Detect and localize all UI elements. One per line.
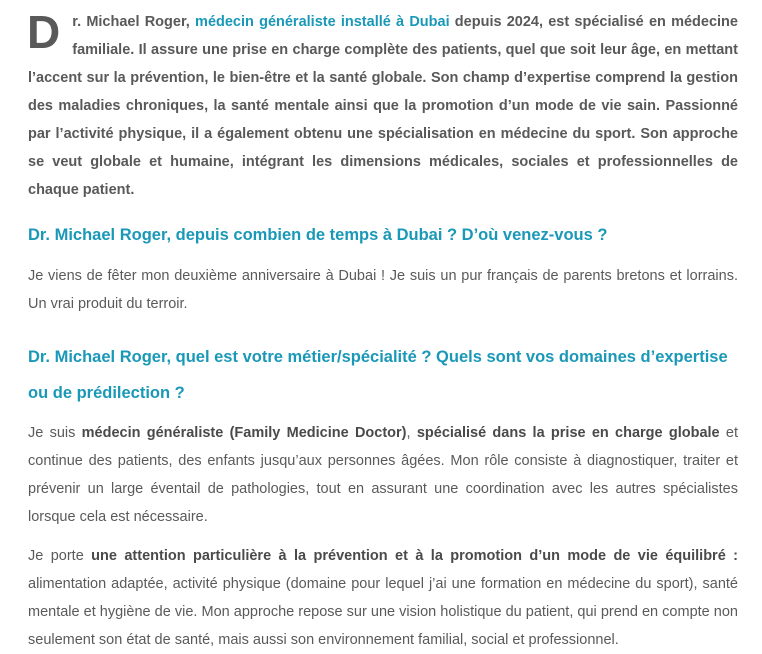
article: [28, 8, 738, 654]
drop-cap: D: [27, 6, 61, 58]
bold-segment: médecin généraliste (Family Medicine Doctor): [81, 425, 407, 441]
text-segment: alimentation adaptée, activité physique (domaine pour lequel j’ai une formation en médecine du sport), santé mentale et hygiène de vie. Mon approche repose sur une vision holistique du patient, qui prend en compte non seulement son état de santé, mais aussi son environnement familial, social et professionnel.: [28, 576, 738, 648]
answer-paragraph-dubai: Je viens de fêter mon deuxième anniversaire à Dubai ! Je suis un pur français de parents bretons et lorrains. Un vrai produit du terroir.: [28, 268, 738, 312]
intro-text-start: r. Michael Roger,: [72, 14, 196, 30]
question-heading-specialty: Dr. Michael Roger, quel est votre métier/spécialité ? Quels sont vos domaines d’expertise ou de prédilection ?: [28, 348, 728, 402]
intro-paragraph: [28, 8, 738, 204]
text-segment: et continue des patients, des enfants jusqu’aux personnes âgées. Mon rôle consiste à diagnostiquer, traiter et prévenir un large éventail de pathologies, tout en assurant une coordination avec les autres spécialistes lorsque cela est nécessaire.: [28, 425, 738, 525]
gp-dubai-link[interactable]: médecin généraliste installé à Dubai: [195, 14, 450, 30]
text-segment: ,: [406, 425, 417, 441]
bold-segment: spécialisé dans la prise en charge globale: [416, 425, 720, 441]
intro-text-rest: depuis 2024, est spécialisé en médecine familiale. Il assure une prise en charge complète des patients, quel que soit leur âge, en mettant l’accent sur la prévention, le bien-être et la santé globale. Son champ d’expertise comprend la gestion des maladies chroniques, la santé mentale ainsi que la promotion d’un mode de vie sain. Passionné par l’activité physique, il a également obtenu une spécialisation en médecine du sport. Son approche se veut globale et humaine, intégrant les dimensions médicales, sociales et professionnelles de chaque patient.: [28, 14, 738, 198]
text-segment: Je suis: [28, 425, 82, 441]
question-heading-dubai: Dr. Michael Roger, depuis combien de temps à Dubai ? D’où venez-vous ?: [28, 226, 608, 244]
answer-paragraph-prevention: [28, 542, 738, 654]
text-segment: Je porte: [28, 548, 92, 564]
answer-paragraph-specialty: [28, 419, 738, 531]
bold-segment: une attention particulière à la prévention et à la promotion d’un mode de vie équilibré :: [91, 548, 738, 564]
